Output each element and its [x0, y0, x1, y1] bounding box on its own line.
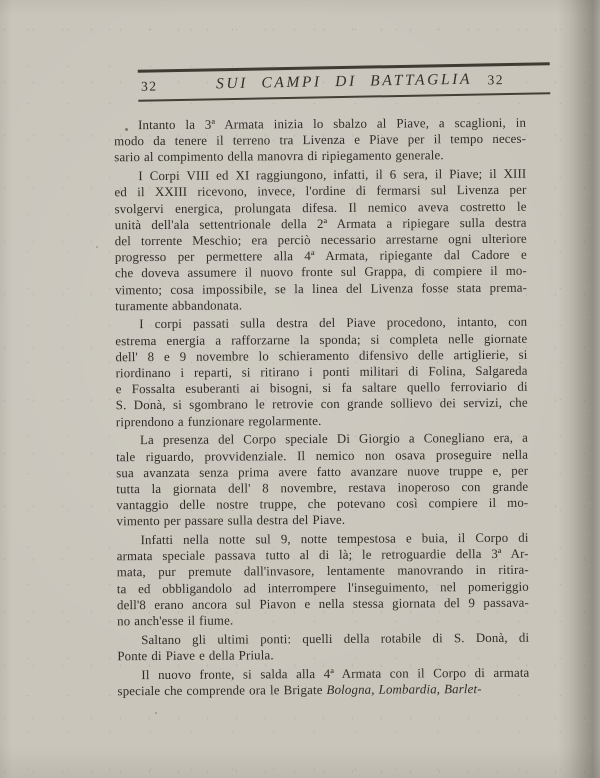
- paragraph: [116, 430, 529, 530]
- text-line: dell' 8 e 9 novembre lo schieramento difensivo delle artiglierie, si: [115, 347, 528, 365]
- text-line: che doveva assumere il nuovo fronte sul Grappa, di compiere il mo-: [114, 264, 527, 281]
- paragraph: [117, 530, 530, 630]
- text-line: tale riguardo, provvidenziale. Il nemico non osava proseguire nella: [116, 447, 529, 464]
- ink-speck: [155, 712, 157, 714]
- brigade-names-italic: Bologna, Lombardia, Barlet-: [326, 681, 482, 697]
- text-line: sario al compimento della manovra di ripiegamento generale.: [114, 148, 444, 165]
- text-line: modo da tenere il terreno tra Livenza e Piave per il tempo neces-: [114, 131, 527, 149]
- text-line: I corpi passati sulla destra del Piave procedono, intanto, con: [139, 315, 528, 332]
- ink-speck: [96, 246, 98, 248]
- page-number-right: 32: [487, 72, 505, 88]
- text-line: ta ed obbligandolo ad interrompere l'inseguimento, nel pomeriggio: [116, 579, 529, 596]
- text-line: svolgervi energica, prolungata difesa. Il nemico aveva costretto le: [114, 199, 527, 216]
- text-line: vantaggio delle nostre truppe, che potevano così compiere il mo-: [116, 495, 529, 513]
- text-line: S. Donà, si sgombrano le retrovie con grande sollievo dei servizi, che: [115, 396, 528, 413]
- text-line: vimento per passare sulla destra del Piave.: [116, 513, 346, 529]
- page-header: [138, 62, 551, 102]
- text-line: estrema energia a rafforzarne la sponda; si completa nelle giornate: [115, 331, 528, 348]
- running-title: SUI CAMPI DI BATTAGLIA: [215, 70, 473, 93]
- text-line: no anch'esse il fiume.: [117, 613, 234, 629]
- text-line: dell'8 erano ancora sul Piavon e nella stessa giornata del 9 passava-: [116, 595, 530, 613]
- text-line: del torrente Meschio; era perciò necessario arrestarne ogni ulteriore: [114, 231, 527, 249]
- text-line: riordinano i reparti, si ritirano i ponti militari di Folina, Salgareda: [115, 363, 528, 381]
- paragraph: [117, 664, 529, 699]
- text-line: riprendono a funzionare regolarmente.: [115, 413, 322, 429]
- text-line: vimento; cosa impossibile, se la linea del Livenza fosse stata prema-: [115, 280, 528, 297]
- text-line: e Fossalta esuberanti ai bisogni, si fa saltare quello ferroviario di: [115, 379, 528, 397]
- text-segment: speciale che comprende ora le Brigate: [117, 682, 327, 699]
- text-line: Saltano gli ultimi ponti: quelli della rotabile di S. Donà, di: [141, 630, 530, 647]
- text-line: turamente abbandonata.: [115, 298, 243, 313]
- text-line: progresso per permettere alla 4ª Armata, ripiegante dal Cadore e: [114, 247, 527, 265]
- text-line: tutta la giornata dell' 8 novembre, restava inoperoso con grande: [116, 479, 529, 497]
- text-line: unità dell'ala settentrionale della 2ª Armata a ripiegare sulla destra: [114, 215, 527, 232]
- text-line: Infatti nella notte sul 9, notte tempestosa e buia, il Corpo di: [140, 530, 529, 548]
- paragraph: [115, 314, 528, 430]
- paragraph: [114, 166, 527, 314]
- text-line: armata speciale passava tutto al di là; le retroguardie della 3ª Ar-: [116, 547, 529, 564]
- page-number-left: 32: [140, 78, 158, 94]
- text-line: [117, 681, 529, 700]
- text-line: Ponte di Piave e della Priula.: [117, 648, 274, 664]
- ink-speck: [125, 128, 128, 131]
- text-line: La presenza del Corpo speciale Di Giorgio a Conegliano era, a: [139, 431, 529, 448]
- text-line: I Corpi VIII ed XI raggiungono, infatti, il 6 sera, il Piave; il XIII: [138, 166, 527, 184]
- text-line: sua avanzata senza prima avere fatto avanzare nuove truppe e, per: [116, 463, 529, 481]
- page-body: [114, 115, 530, 702]
- text-line: mata, pur premute dall'invasore, lentamente manovrando in ritira-: [116, 563, 529, 580]
- text-line: Il nuovo fronte, si salda alla 4ª Armata con il Corpo di armata: [141, 665, 530, 682]
- text-line: ed il XXIII ricevono, invece, l'ordine di fermarsi sul Livenza per: [114, 183, 527, 200]
- paragraph: [114, 115, 526, 166]
- text-line: Intanto la 3ª Armata inizia lo sbalzo al Piave, a scaglioni, in: [138, 115, 527, 133]
- paragraph: [117, 630, 529, 665]
